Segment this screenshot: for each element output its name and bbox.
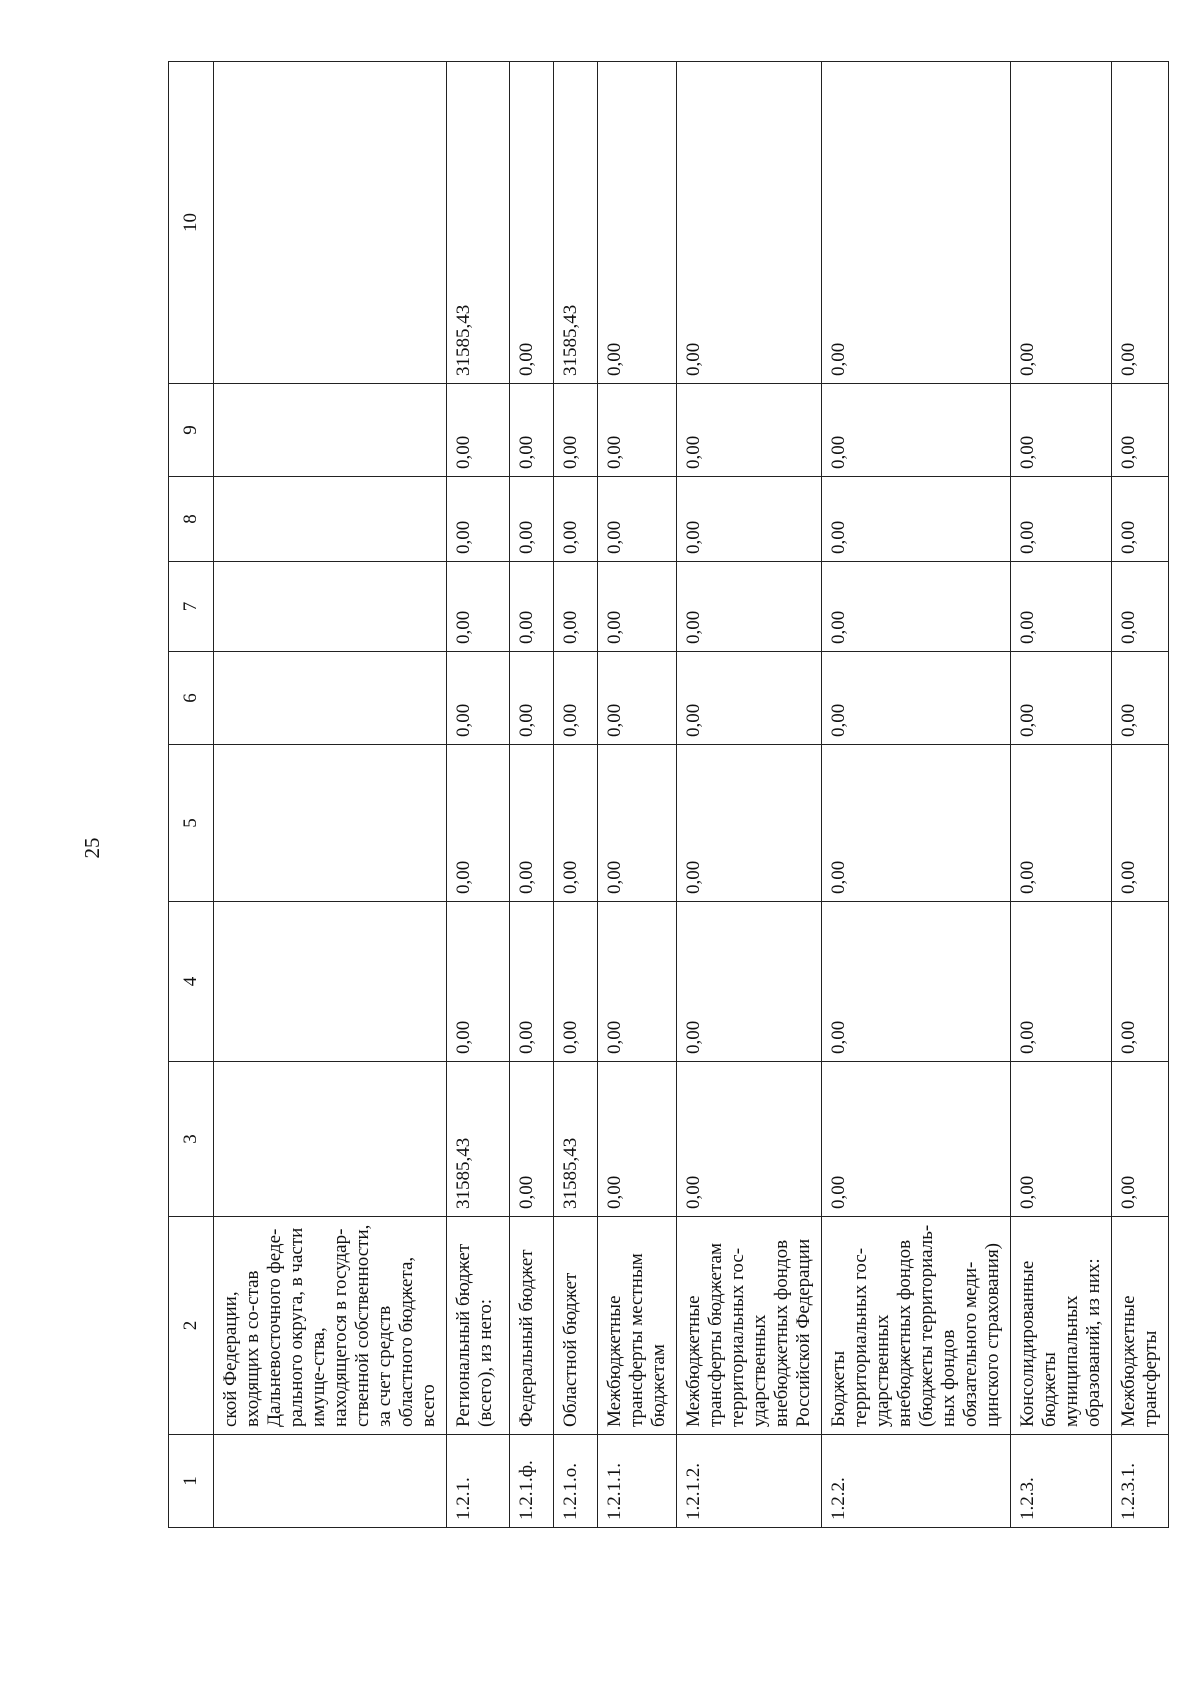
value-cell-col-9 xyxy=(214,384,447,477)
row-code-cell: 1.2.2. xyxy=(822,1435,1011,1528)
value-cell-col-6: 0,00 xyxy=(510,652,554,745)
table-row xyxy=(822,62,1011,1528)
value-cell-col-7: 0,00 xyxy=(677,562,822,652)
value-cell-col-7: 0,00 xyxy=(554,562,598,652)
col-header-7: 7 xyxy=(169,562,214,652)
col-header-9: 9 xyxy=(169,384,214,477)
value-cell-col-4 xyxy=(214,902,447,1062)
value-cell-col-9: 0,00 xyxy=(1011,384,1112,477)
value-cell-col-5: 0,00 xyxy=(1011,745,1112,902)
col-header-3: 3 xyxy=(169,1062,214,1217)
value-cell-col-9: 0,00 xyxy=(1112,384,1169,477)
value-cell-col-4: 0,00 xyxy=(554,902,598,1062)
row-label-cell: Федеральный бюджет xyxy=(510,1217,554,1435)
value-cell-col-3: 0,00 xyxy=(510,1062,554,1217)
value-cell-col-3: 0,00 xyxy=(677,1062,822,1217)
row-code-cell: 1.2.1.о. xyxy=(554,1435,598,1528)
table-row xyxy=(510,62,554,1528)
value-cell-col-3 xyxy=(214,1062,447,1217)
value-cell-col-6: 0,00 xyxy=(554,652,598,745)
table-row xyxy=(677,62,822,1528)
value-cell-col-7: 0,00 xyxy=(1011,562,1112,652)
value-cell-col-6: 0,00 xyxy=(1112,652,1169,745)
value-cell-col-3: 0,00 xyxy=(1112,1062,1169,1217)
value-cell-col-10: 31585,43 xyxy=(447,62,510,384)
table-body xyxy=(214,62,1169,1528)
row-label-cell: Межбюджетные трансферты местным бюджетам xyxy=(598,1217,677,1435)
value-cell-col-8: 0,00 xyxy=(822,477,1011,562)
value-cell-col-3: 0,00 xyxy=(1011,1062,1112,1217)
value-cell-col-4: 0,00 xyxy=(1011,902,1112,1062)
header-row xyxy=(169,62,214,1528)
value-cell-col-5: 0,00 xyxy=(510,745,554,902)
row-label-cell: Региональный бюджет (всего), из него: xyxy=(447,1217,510,1435)
value-cell-col-8: 0,00 xyxy=(554,477,598,562)
value-cell-col-10: 0,00 xyxy=(1112,62,1169,384)
value-cell-col-5 xyxy=(214,745,447,902)
value-cell-col-6 xyxy=(214,652,447,745)
value-cell-col-5: 0,00 xyxy=(1112,745,1169,902)
row-code-cell xyxy=(214,1435,447,1528)
col-header-6: 6 xyxy=(169,652,214,745)
value-cell-col-3: 0,00 xyxy=(822,1062,1011,1217)
value-cell-col-10: 0,00 xyxy=(1011,62,1112,384)
value-cell-col-5: 0,00 xyxy=(822,745,1011,902)
table-row xyxy=(554,62,598,1528)
value-cell-col-6: 0,00 xyxy=(677,652,822,745)
budget-table-container xyxy=(168,112,1161,1528)
row-code-cell: 1.2.1.2. xyxy=(677,1435,822,1528)
value-cell-col-7 xyxy=(214,562,447,652)
row-code-cell: 1.2.1.1. xyxy=(598,1435,677,1528)
value-cell-col-8: 0,00 xyxy=(510,477,554,562)
col-header-5: 5 xyxy=(169,745,214,902)
value-cell-col-7: 0,00 xyxy=(447,562,510,652)
value-cell-col-10: 31585,43 xyxy=(554,62,598,384)
value-cell-col-5: 0,00 xyxy=(447,745,510,902)
row-label-cell: Консолидированные бюджеты муниципальных образований, из них: xyxy=(1011,1217,1112,1435)
value-cell-col-5: 0,00 xyxy=(677,745,822,902)
value-cell-col-6: 0,00 xyxy=(598,652,677,745)
value-cell-col-7: 0,00 xyxy=(510,562,554,652)
value-cell-col-10: 0,00 xyxy=(510,62,554,384)
row-code-cell: 1.2.1.ф. xyxy=(510,1435,554,1528)
value-cell-col-4: 0,00 xyxy=(510,902,554,1062)
value-cell-col-9: 0,00 xyxy=(447,384,510,477)
col-header-4: 4 xyxy=(169,902,214,1062)
row-label-cell: ской Федерации, входящих в со-став Дальневосточного феде-рального округа, в части имуще-ства, находящегося в государ-ственной собственности, за счет средств областного бюджета, всего xyxy=(214,1217,447,1435)
value-cell-col-5: 0,00 xyxy=(598,745,677,902)
value-cell-col-9: 0,00 xyxy=(598,384,677,477)
value-cell-col-4: 0,00 xyxy=(447,902,510,1062)
value-cell-col-3: 31585,43 xyxy=(447,1062,510,1217)
value-cell-col-10: 0,00 xyxy=(598,62,677,384)
value-cell-col-8: 0,00 xyxy=(447,477,510,562)
value-cell-col-8 xyxy=(214,477,447,562)
row-code-cell: 1.2.1. xyxy=(447,1435,510,1528)
value-cell-col-7: 0,00 xyxy=(598,562,677,652)
table-row xyxy=(1011,62,1112,1528)
value-cell-col-9: 0,00 xyxy=(554,384,598,477)
value-cell-col-5: 0,00 xyxy=(554,745,598,902)
value-cell-col-3: 0,00 xyxy=(598,1062,677,1217)
col-header-1: 1 xyxy=(169,1435,214,1528)
table-row xyxy=(214,62,447,1528)
table-row xyxy=(447,62,510,1528)
value-cell-col-4: 0,00 xyxy=(1112,902,1169,1062)
row-label-cell: Межбюджетные трансферты xyxy=(1112,1217,1169,1435)
value-cell-col-6: 0,00 xyxy=(447,652,510,745)
value-cell-col-7: 0,00 xyxy=(1112,562,1169,652)
value-cell-col-10: 0,00 xyxy=(822,62,1011,384)
table-row xyxy=(1112,62,1169,1528)
value-cell-col-9: 0,00 xyxy=(822,384,1011,477)
row-label-cell: Межбюджетные трансферты бюджетам территориальных гос-ударственных внебюджетных фондов Российской Федерации xyxy=(677,1217,822,1435)
col-header-2: 2 xyxy=(169,1217,214,1435)
value-cell-col-4: 0,00 xyxy=(677,902,822,1062)
row-code-cell: 1.2.3. xyxy=(1011,1435,1112,1528)
value-cell-col-7: 0,00 xyxy=(822,562,1011,652)
value-cell-col-8: 0,00 xyxy=(1011,477,1112,562)
table-row xyxy=(598,62,677,1528)
value-cell-col-4: 0,00 xyxy=(822,902,1011,1062)
value-cell-col-9: 0,00 xyxy=(677,384,822,477)
value-cell-col-6: 0,00 xyxy=(822,652,1011,745)
value-cell-col-8: 0,00 xyxy=(677,477,822,562)
value-cell-col-4: 0,00 xyxy=(598,902,677,1062)
value-cell-col-8: 0,00 xyxy=(1112,477,1169,562)
value-cell-col-3: 31585,43 xyxy=(554,1062,598,1217)
row-label-cell: Областной бюджет xyxy=(554,1217,598,1435)
row-code-cell: 1.2.3.1. xyxy=(1112,1435,1169,1528)
value-cell-col-9: 0,00 xyxy=(510,384,554,477)
col-header-8: 8 xyxy=(169,477,214,562)
value-cell-col-8: 0,00 xyxy=(598,477,677,562)
budget-table xyxy=(168,61,1169,1528)
col-header-10: 10 xyxy=(169,62,214,384)
value-cell-col-10 xyxy=(214,62,447,384)
value-cell-col-6: 0,00 xyxy=(1011,652,1112,745)
value-cell-col-10: 0,00 xyxy=(677,62,822,384)
row-label-cell: Бюджеты территориальных гос-ударственных внебюджетных фондов (бюджеты территориаль-ных фондов обязательного меди-цинского страхования) xyxy=(822,1217,1011,1435)
page-number: 25 xyxy=(80,837,104,859)
